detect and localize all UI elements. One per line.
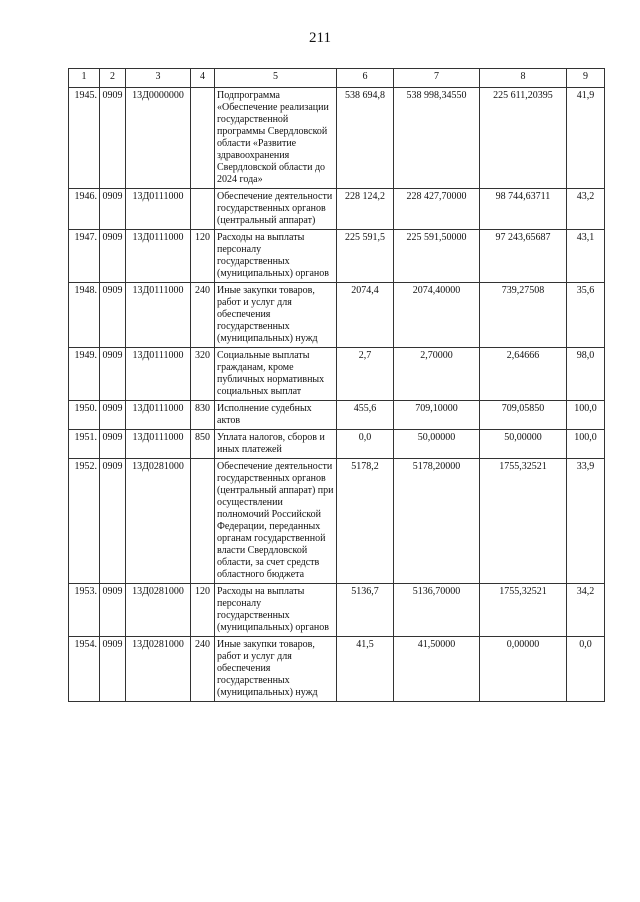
approved-amount: 5136,7 <box>337 584 394 637</box>
section-code: 0909 <box>100 348 126 401</box>
item-name: Подпрограмма «Обеспечение реализации государственной программы Свердловской области «Развитие здравоохранения Свердловской области до 2024 года» <box>215 88 337 189</box>
executed-amount: 1755,32521 <box>480 584 567 637</box>
expense-type-code: 240 <box>191 283 215 348</box>
refined-amount: 5178,20000 <box>394 459 480 584</box>
section-code: 0909 <box>100 430 126 459</box>
refined-amount: 2074,40000 <box>394 283 480 348</box>
column-header: 6 <box>337 69 394 88</box>
approved-amount: 2074,4 <box>337 283 394 348</box>
row-number: 1954. <box>69 637 100 702</box>
refined-amount: 50,00000 <box>394 430 480 459</box>
target-article-code: 13Д0111000 <box>126 230 191 283</box>
expense-type-code <box>191 88 215 189</box>
row-number: 1946. <box>69 189 100 230</box>
section-code: 0909 <box>100 584 126 637</box>
approved-amount: 228 124,2 <box>337 189 394 230</box>
executed-amount: 97 243,65687 <box>480 230 567 283</box>
execution-percent: 100,0 <box>567 430 605 459</box>
table-header-row <box>69 69 605 88</box>
executed-amount: 225 611,20395 <box>480 88 567 189</box>
column-header: 2 <box>100 69 126 88</box>
row-number: 1945. <box>69 88 100 189</box>
execution-percent: 34,2 <box>567 584 605 637</box>
refined-amount: 228 427,70000 <box>394 189 480 230</box>
table-row <box>69 430 605 459</box>
refined-amount: 709,10000 <box>394 401 480 430</box>
table-body <box>69 88 605 702</box>
expense-type-code: 120 <box>191 584 215 637</box>
approved-amount: 41,5 <box>337 637 394 702</box>
execution-percent: 35,6 <box>567 283 605 348</box>
target-article-code: 13Д0111000 <box>126 348 191 401</box>
expense-type-code: 240 <box>191 637 215 702</box>
expense-type-code: 320 <box>191 348 215 401</box>
column-header: 5 <box>215 69 337 88</box>
section-code: 0909 <box>100 459 126 584</box>
refined-amount: 2,70000 <box>394 348 480 401</box>
table-row <box>69 637 605 702</box>
item-name: Иные закупки товаров, работ и услуг для обеспечения государственных (муниципальных) нужд <box>215 283 337 348</box>
target-article-code: 13Д0281000 <box>126 637 191 702</box>
section-code: 0909 <box>100 88 126 189</box>
approved-amount: 0,0 <box>337 430 394 459</box>
refined-amount: 538 998,34550 <box>394 88 480 189</box>
refined-amount: 41,50000 <box>394 637 480 702</box>
execution-percent: 98,0 <box>567 348 605 401</box>
item-name: Иные закупки товаров, работ и услуг для обеспечения государственных (муниципальных) нужд <box>215 637 337 702</box>
row-number: 1949. <box>69 348 100 401</box>
approved-amount: 5178,2 <box>337 459 394 584</box>
executed-amount: 0,00000 <box>480 637 567 702</box>
executed-amount: 98 744,63711 <box>480 189 567 230</box>
page-number: 211 <box>309 30 331 46</box>
approved-amount: 2,7 <box>337 348 394 401</box>
table-row <box>69 283 605 348</box>
execution-percent: 0,0 <box>567 637 605 702</box>
item-name: Социальные выплаты гражданам, кроме публичных нормативных социальных выплат <box>215 348 337 401</box>
executed-amount: 709,05850 <box>480 401 567 430</box>
target-article-code: 13Д0111000 <box>126 189 191 230</box>
item-name: Расходы на выплаты персоналу государственных (муниципальных) органов <box>215 584 337 637</box>
column-header: 9 <box>567 69 605 88</box>
table-row <box>69 88 605 189</box>
target-article-code: 13Д0111000 <box>126 430 191 459</box>
column-header: 8 <box>480 69 567 88</box>
table-row <box>69 459 605 584</box>
executed-amount: 739,27508 <box>480 283 567 348</box>
budget-table <box>68 68 605 702</box>
approved-amount: 455,6 <box>337 401 394 430</box>
target-article-code: 13Д0281000 <box>126 584 191 637</box>
execution-percent: 43,2 <box>567 189 605 230</box>
execution-percent: 100,0 <box>567 401 605 430</box>
executed-amount: 2,64666 <box>480 348 567 401</box>
column-header: 1 <box>69 69 100 88</box>
target-article-code: 13Д0111000 <box>126 283 191 348</box>
row-number: 1951. <box>69 430 100 459</box>
column-header: 7 <box>394 69 480 88</box>
execution-percent: 43,1 <box>567 230 605 283</box>
column-header: 4 <box>191 69 215 88</box>
item-name: Расходы на выплаты персоналу государственных (муниципальных) органов <box>215 230 337 283</box>
expense-type-code <box>191 189 215 230</box>
expense-type-code: 850 <box>191 430 215 459</box>
target-article-code: 13Д0111000 <box>126 401 191 430</box>
expense-type-code <box>191 459 215 584</box>
column-header: 3 <box>126 69 191 88</box>
table-row <box>69 189 605 230</box>
table-row <box>69 584 605 637</box>
row-number: 1953. <box>69 584 100 637</box>
section-code: 0909 <box>100 189 126 230</box>
execution-percent: 33,9 <box>567 459 605 584</box>
row-number: 1950. <box>69 401 100 430</box>
executed-amount: 50,00000 <box>480 430 567 459</box>
expense-type-code: 830 <box>191 401 215 430</box>
expense-type-code: 120 <box>191 230 215 283</box>
table-row <box>69 401 605 430</box>
executed-amount: 1755,32521 <box>480 459 567 584</box>
refined-amount: 5136,70000 <box>394 584 480 637</box>
section-code: 0909 <box>100 283 126 348</box>
target-article-code: 13Д0281000 <box>126 459 191 584</box>
item-name: Уплата налогов, сборов и иных платежей <box>215 430 337 459</box>
row-number: 1947. <box>69 230 100 283</box>
approved-amount: 538 694,8 <box>337 88 394 189</box>
section-code: 0909 <box>100 401 126 430</box>
row-number: 1952. <box>69 459 100 584</box>
item-name: Обеспечение деятельности государственных органов (центральный аппарат) <box>215 189 337 230</box>
table-row <box>69 348 605 401</box>
row-number: 1948. <box>69 283 100 348</box>
approved-amount: 225 591,5 <box>337 230 394 283</box>
item-name: Исполнение судебных актов <box>215 401 337 430</box>
target-article-code: 13Д0000000 <box>126 88 191 189</box>
refined-amount: 225 591,50000 <box>394 230 480 283</box>
section-code: 0909 <box>100 637 126 702</box>
section-code: 0909 <box>100 230 126 283</box>
item-name: Обеспечение деятельности государственных органов (центральный аппарат) при осуществлении полномочий Российской Федерации, переданных органам государственной власти Свердловской области, за счет средств областного бюджета <box>215 459 337 584</box>
execution-percent: 41,9 <box>567 88 605 189</box>
table-row <box>69 230 605 283</box>
